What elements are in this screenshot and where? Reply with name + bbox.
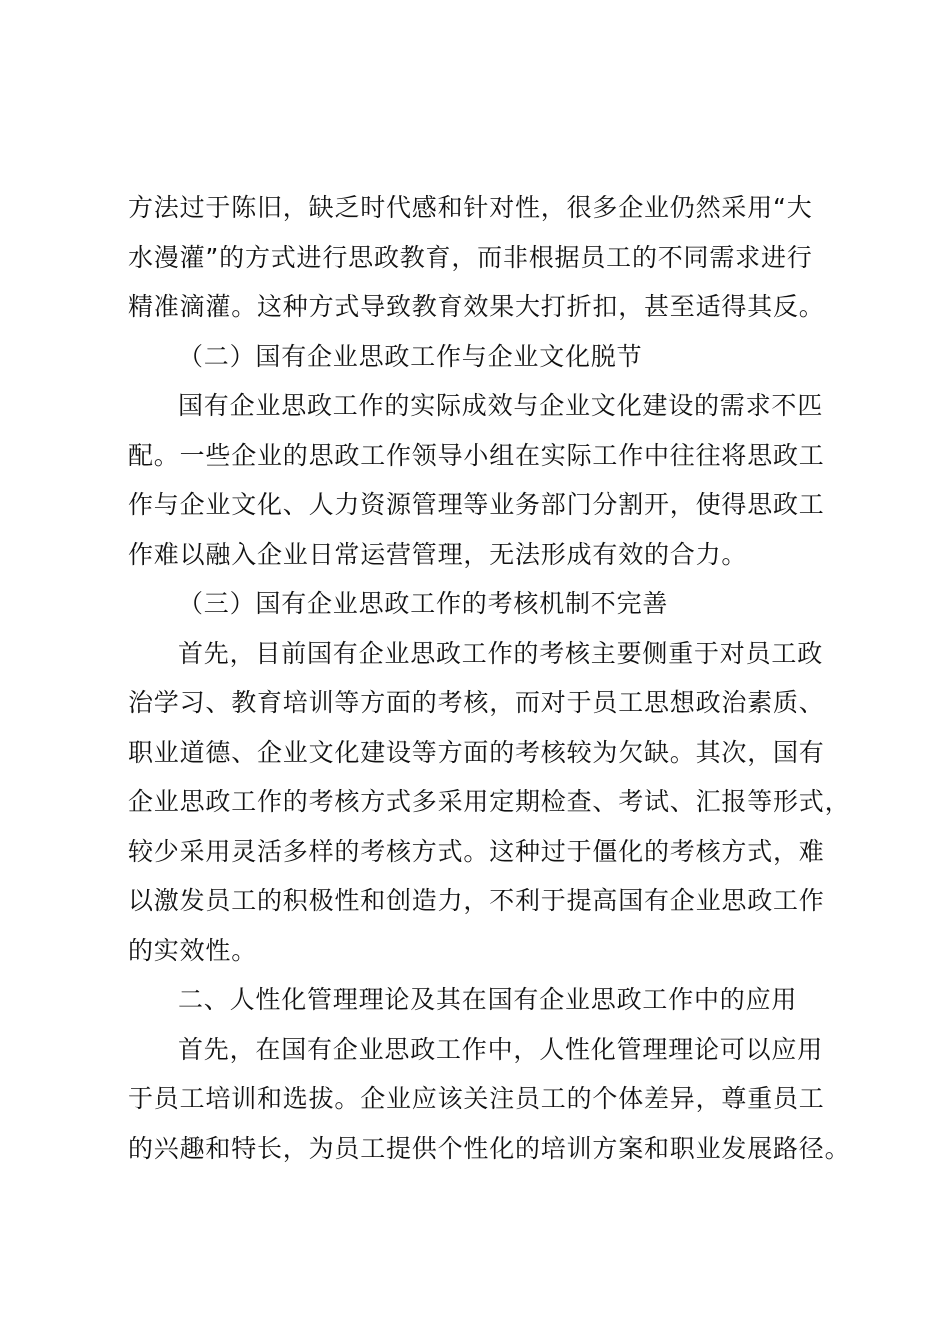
heading-text: （二）国有企业思政工作与企业文化脱节 [178, 341, 643, 371]
text-line: 方法过于陈旧，缺乏时代感和针对性，很多企业仍然采用“大 [128, 193, 813, 222]
section-heading [128, 332, 840, 382]
paragraph [128, 1025, 851, 1174]
text-line: 国有企业思政工作的实际成效与企业文化建设的需求不匹 [178, 391, 824, 420]
section-heading [128, 579, 840, 629]
document-body [128, 183, 851, 1173]
text-line: 的兴趣和特长，为员工提供个性化的培训方案和职业发展路径。 [128, 1133, 851, 1163]
text-line: 的实效性。 [128, 935, 258, 965]
text-line: 于员工培训和选拔。企业应该关注员工的个体差异，尊重员工 [128, 1084, 825, 1113]
text-line: 首先，目前国有企业思政工作的考核主要侧重于对员工政 [178, 638, 824, 668]
text-line: 较少采用灵活多样的考核方式。这种过于僵化的考核方式，难 [128, 836, 825, 866]
text-line: 精准滴灌。这种方式导致教育效果大打折扣，甚至适得其反。 [128, 292, 825, 321]
text-line: 以激发员工的积极性和创造力，不利于提高国有企业思政工作 [128, 886, 825, 915]
section-heading [128, 975, 840, 1025]
text-line: 职业道德、企业文化建设等方面的考核较为欠缺。其次，国有 [128, 737, 825, 767]
paragraph-continuation [128, 183, 840, 332]
paragraph [128, 629, 851, 976]
text-line: 作与企业文化、人力资源管理等业务部门分割开，使得思政工 [128, 490, 825, 519]
paragraph [128, 381, 840, 579]
text-line: 企业思政工作的考核方式多采用定期检查、考试、汇报等形式， [128, 787, 851, 816]
heading-text: 二、人性化管理理论及其在国有企业思政工作中的应用 [178, 985, 798, 1014]
text-line: 水漫灌”的方式进行思政教育，而非根据员工的不同需求进行 [128, 242, 813, 272]
text-line: 作难以融入企业日常运营管理，无法形成有效的合力。 [128, 539, 748, 569]
heading-text: （三）国有企业思政工作的考核机制不完善 [178, 589, 669, 618]
text-line: 首先，在国有企业思政工作中，人性化管理理论可以应用 [178, 1034, 824, 1064]
text-line: 配。一些企业的思政工作领导小组在实际工作中往往将思政工 [128, 440, 825, 470]
text-line: 治学习、教育培训等方面的考核，而对于员工思想政治素质、 [128, 688, 825, 717]
